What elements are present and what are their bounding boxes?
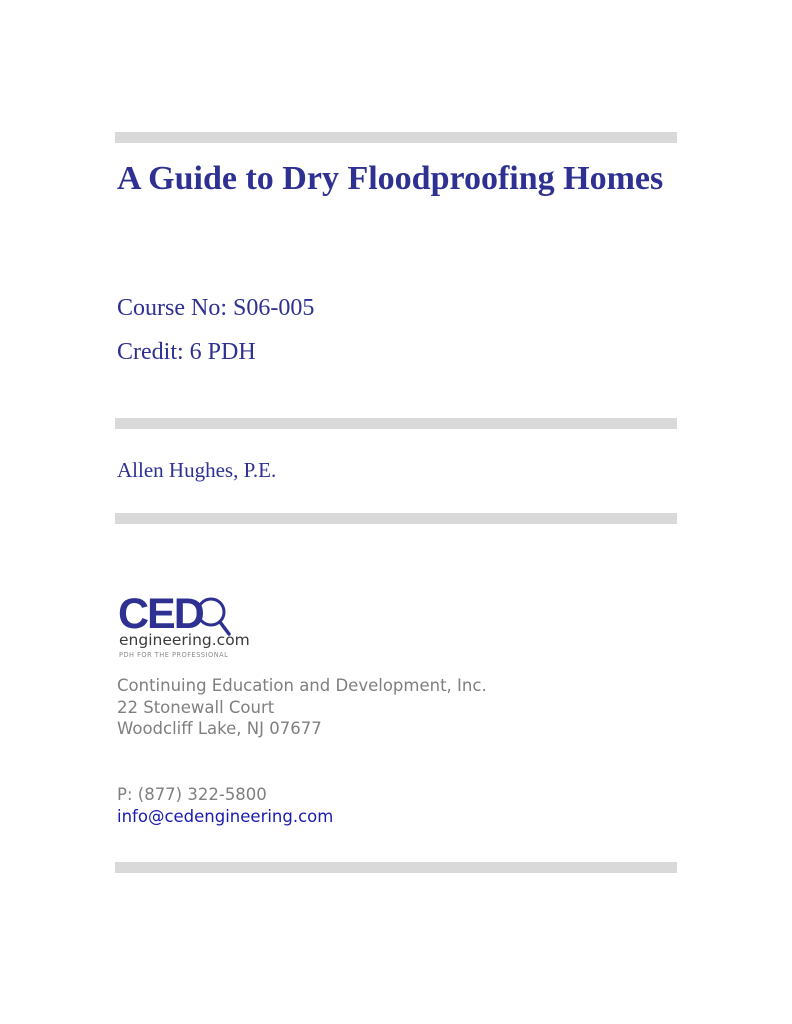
company-street: 22 Stonewall Court xyxy=(117,697,275,717)
divider-lower xyxy=(115,513,677,524)
divider-top xyxy=(115,132,677,143)
company-name: Continuing Education and Development, Inc. xyxy=(117,676,487,695)
logo-main: CED xyxy=(118,590,203,638)
company-address xyxy=(117,675,487,740)
divider-middle xyxy=(115,418,677,429)
divider-bottom xyxy=(115,862,677,873)
logo-tagline: PDH FOR THE PROFESSIONAL xyxy=(119,651,229,659)
ced-logo xyxy=(117,590,277,662)
company-city: Woodcliff Lake, NJ 07677 xyxy=(117,719,322,738)
course-number: Course No: S06-005 xyxy=(117,295,315,321)
company-phone: P: (877) 322-5800 xyxy=(117,785,267,804)
logo-domain: engineering.com xyxy=(119,631,250,649)
course-credit: Credit: 6 PDH xyxy=(117,339,256,365)
author-name: Allen Hughes, P.E. xyxy=(117,458,277,482)
document-title: A Guide to Dry Floodproofing Homes xyxy=(117,160,664,197)
company-contact xyxy=(117,784,333,828)
company-email-link[interactable]: info@cedengineering.com xyxy=(117,807,334,826)
